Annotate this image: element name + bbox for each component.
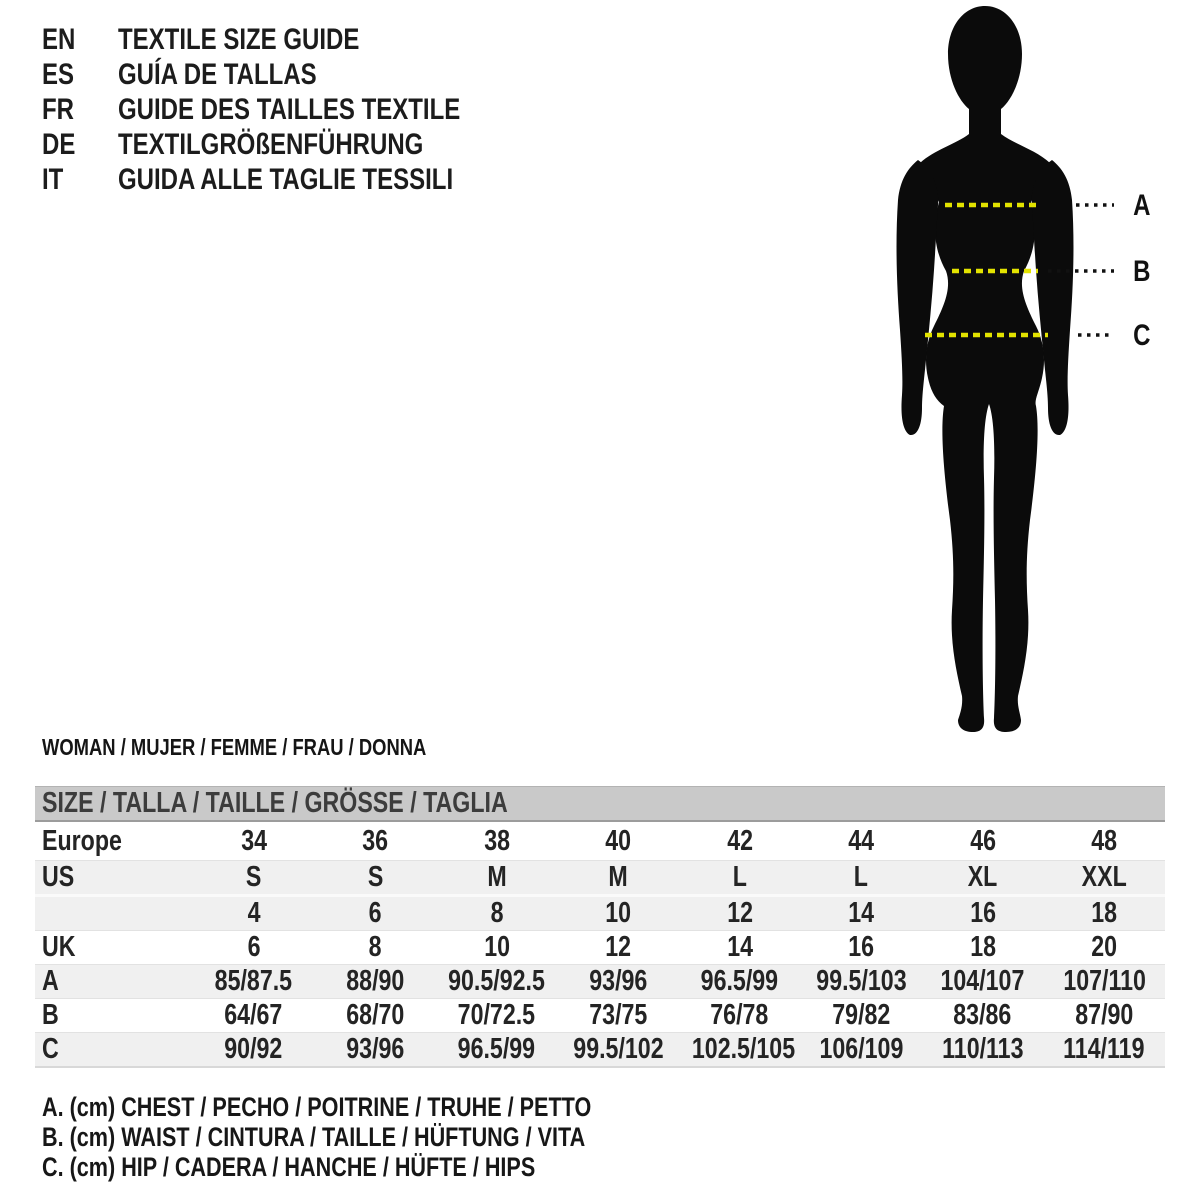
table-cell-text: 10 bbox=[483, 931, 510, 963]
woman-silhouette-figure bbox=[870, 0, 1200, 740]
language-title-text: GUÍA DE TALLAS bbox=[118, 57, 317, 91]
table-cell-text: 90/92 bbox=[224, 1033, 283, 1065]
table-cell-text: 96.5/99 bbox=[701, 965, 779, 997]
row-label-cell bbox=[35, 965, 193, 999]
table-cell bbox=[679, 931, 801, 965]
table-cell-text: 20 bbox=[1091, 931, 1118, 963]
measure-label-text: A bbox=[1133, 189, 1151, 222]
language-title-text: TEXTILE SIZE GUIDE bbox=[118, 22, 360, 56]
table-cell-text: 68/70 bbox=[346, 999, 405, 1031]
table-cell-text: 93/96 bbox=[589, 965, 648, 997]
table-cell bbox=[436, 999, 558, 1033]
language-code bbox=[42, 58, 118, 92]
size-table-header-text: SIZE / TALLA / TAILLE / GRÖSSE / TAGLIA bbox=[42, 787, 508, 819]
table-cell bbox=[1044, 965, 1166, 999]
measure-label-b bbox=[1122, 255, 1162, 289]
language-code bbox=[42, 128, 118, 162]
language-row-it bbox=[42, 162, 546, 197]
table-cell bbox=[922, 821, 1044, 861]
table-cell bbox=[315, 931, 437, 965]
gender-heading-text: WOMAN / MUJER / FEMME / FRAU / DONNA bbox=[42, 734, 427, 760]
table-cell bbox=[679, 821, 801, 861]
table-row bbox=[35, 1033, 1165, 1068]
table-cell bbox=[1044, 931, 1166, 965]
table-cell bbox=[315, 1033, 437, 1068]
silhouette-right-arm bbox=[1032, 160, 1074, 435]
table-cell-text: 114/119 bbox=[1063, 1033, 1145, 1065]
table-cell-text: 83/86 bbox=[953, 999, 1012, 1031]
table-cell bbox=[1044, 999, 1166, 1033]
table-row bbox=[35, 965, 1165, 999]
table-cell-text: 16 bbox=[848, 931, 875, 963]
table-row bbox=[35, 999, 1165, 1033]
table-cell bbox=[436, 965, 558, 999]
table-cell bbox=[558, 861, 680, 896]
table-cell bbox=[558, 821, 680, 861]
measure-legend bbox=[42, 1092, 729, 1182]
table-cell-text: 64/67 bbox=[224, 999, 283, 1031]
table-cell bbox=[1044, 821, 1166, 861]
language-title bbox=[118, 23, 546, 57]
language-row-es bbox=[42, 57, 546, 92]
table-cell-text: 4 bbox=[247, 897, 261, 929]
table-cell bbox=[1044, 1033, 1166, 1068]
table-cell bbox=[436, 821, 558, 861]
language-code-text: ES bbox=[42, 57, 75, 91]
table-cell-text: 93/96 bbox=[346, 1033, 405, 1065]
legend-row-c bbox=[42, 1152, 729, 1182]
table-cell-text: 36 bbox=[362, 824, 389, 857]
table-cell-text: 34 bbox=[240, 824, 267, 857]
table-cell bbox=[436, 1033, 558, 1068]
size-table-header-cell bbox=[35, 787, 1165, 822]
language-code-text: EN bbox=[42, 22, 76, 56]
table-cell-text: 46 bbox=[969, 824, 996, 857]
table-cell-text: 38 bbox=[483, 824, 510, 857]
language-code-text: IT bbox=[42, 162, 64, 196]
table-row bbox=[35, 821, 1165, 861]
row-label-text: Europe bbox=[42, 824, 122, 857]
legend-row-text: B. (cm) WAIST / CINTURA / TAILLE / HÜFTUNG / VITA bbox=[42, 1121, 586, 1152]
table-row bbox=[35, 896, 1165, 931]
table-cell-text: 12 bbox=[726, 897, 753, 929]
table-cell bbox=[558, 999, 680, 1033]
table-cell-text: 104/107 bbox=[940, 965, 1025, 997]
row-label-text: US bbox=[42, 861, 75, 893]
woman-silhouette bbox=[870, 0, 1170, 740]
table-cell bbox=[558, 896, 680, 931]
table-cell bbox=[801, 1033, 923, 1068]
table-cell bbox=[922, 861, 1044, 896]
table-cell-text: 16 bbox=[969, 897, 996, 929]
table-cell bbox=[1044, 896, 1166, 931]
language-title-text: GUIDE DES TAILLES TEXTILE bbox=[118, 92, 461, 126]
table-cell bbox=[1044, 861, 1166, 896]
table-cell-text: 6 bbox=[368, 897, 382, 929]
table-cell bbox=[801, 965, 923, 999]
table-cell bbox=[193, 931, 315, 965]
table-cell-text: XXL bbox=[1081, 861, 1127, 893]
row-label-cell bbox=[35, 861, 193, 896]
language-title-text: TEXTILGRÖßENFÜHRUNG bbox=[118, 127, 424, 161]
gender-heading bbox=[42, 734, 522, 761]
table-cell bbox=[679, 896, 801, 931]
table-cell bbox=[679, 861, 801, 896]
table-cell-text: 12 bbox=[605, 931, 632, 963]
legend-row-a bbox=[42, 1092, 729, 1122]
table-cell-text: S bbox=[246, 861, 262, 893]
language-title bbox=[118, 93, 546, 127]
table-cell-text: XL bbox=[967, 861, 998, 893]
table-cell-text: 70/72.5 bbox=[458, 999, 536, 1031]
table-cell bbox=[558, 1033, 680, 1068]
table-cell bbox=[801, 861, 923, 896]
language-code bbox=[42, 23, 118, 57]
table-cell bbox=[193, 1033, 315, 1068]
row-label-text: B bbox=[42, 999, 59, 1031]
table-cell-text: 8 bbox=[490, 897, 504, 929]
table-cell-text: 8 bbox=[368, 931, 382, 963]
table-cell-text: 6 bbox=[247, 931, 261, 963]
table-cell bbox=[558, 931, 680, 965]
table-cell bbox=[679, 965, 801, 999]
table-cell-text: 18 bbox=[969, 931, 996, 963]
table-cell-text: 44 bbox=[848, 824, 875, 857]
table-row bbox=[35, 861, 1165, 896]
measure-label-c bbox=[1122, 319, 1162, 353]
table-cell bbox=[922, 896, 1044, 931]
row-label-cell bbox=[35, 999, 193, 1033]
row-label-cell bbox=[35, 1033, 193, 1068]
table-cell bbox=[315, 999, 437, 1033]
legend-row-text: C. (cm) HIP / CADERA / HANCHE / HÜFTE / HIPS bbox=[42, 1151, 536, 1182]
measure-label-a bbox=[1122, 189, 1162, 223]
language-row-de bbox=[42, 127, 546, 162]
table-cell-text: 107/110 bbox=[1062, 965, 1146, 997]
table-cell-text: 48 bbox=[1091, 824, 1118, 857]
table-cell-text: S bbox=[367, 861, 383, 893]
language-code bbox=[42, 163, 118, 197]
table-cell bbox=[315, 896, 437, 931]
table-cell bbox=[315, 821, 437, 861]
row-label-text: C bbox=[42, 1033, 59, 1065]
row-label-cell bbox=[35, 896, 193, 931]
table-cell-text: 99.5/102 bbox=[573, 1033, 664, 1065]
table-cell-text: L bbox=[732, 861, 747, 893]
table-cell-text: 99.5/103 bbox=[816, 965, 907, 997]
table-cell bbox=[315, 965, 437, 999]
table-cell-text: 73/75 bbox=[589, 999, 648, 1031]
measure-label-text: C bbox=[1133, 319, 1151, 352]
table-cell-text: L bbox=[854, 861, 869, 893]
language-title bbox=[118, 163, 546, 197]
table-cell-text: 90.5/92.5 bbox=[448, 965, 546, 997]
table-cell bbox=[193, 821, 315, 861]
legend-row-b bbox=[42, 1122, 729, 1152]
table-cell bbox=[922, 1033, 1044, 1068]
table-cell bbox=[193, 896, 315, 931]
table-cell-text: 14 bbox=[726, 931, 753, 963]
table-cell-text: 76/78 bbox=[710, 999, 769, 1031]
legend-row-text: A. (cm) CHEST / PECHO / POITRINE / TRUHE / PETTO bbox=[42, 1091, 592, 1122]
table-cell-text: M bbox=[608, 861, 628, 893]
language-code bbox=[42, 93, 118, 127]
table-cell-text: 14 bbox=[848, 897, 875, 929]
table-cell bbox=[679, 1033, 801, 1068]
table-cell-text: 10 bbox=[605, 897, 632, 929]
size-table bbox=[35, 786, 1165, 1068]
table-cell bbox=[801, 999, 923, 1033]
table-cell bbox=[801, 821, 923, 861]
table-cell bbox=[315, 861, 437, 896]
row-label-text: A bbox=[42, 965, 59, 997]
row-label-cell bbox=[35, 931, 193, 965]
table-cell bbox=[922, 931, 1044, 965]
table-cell bbox=[801, 896, 923, 931]
table-cell-text: 106/109 bbox=[819, 1033, 904, 1065]
table-cell bbox=[558, 965, 680, 999]
table-cell bbox=[436, 896, 558, 931]
table-cell-text: 40 bbox=[605, 824, 632, 857]
language-code-text: DE bbox=[42, 127, 76, 161]
table-cell-text: 87/90 bbox=[1075, 999, 1134, 1031]
table-cell bbox=[193, 861, 315, 896]
table-row bbox=[35, 931, 1165, 965]
row-label-cell bbox=[35, 821, 193, 861]
table-cell bbox=[801, 931, 923, 965]
language-title bbox=[118, 58, 546, 92]
language-list bbox=[42, 22, 546, 197]
language-code-text: FR bbox=[42, 92, 74, 126]
language-title-text: GUIDA ALLE TAGLIE TESSILI bbox=[118, 162, 454, 196]
language-row-fr bbox=[42, 92, 546, 127]
table-cell-text: 110/113 bbox=[942, 1033, 1024, 1065]
table-cell-text: 96.5/99 bbox=[458, 1033, 536, 1065]
table-cell-text: 18 bbox=[1091, 897, 1118, 929]
table-cell bbox=[922, 999, 1044, 1033]
table-cell-text: 102.5/105 bbox=[691, 1033, 796, 1065]
table-cell bbox=[193, 965, 315, 999]
table-cell bbox=[436, 861, 558, 896]
table-cell bbox=[193, 999, 315, 1033]
table-cell-text: M bbox=[487, 861, 507, 893]
table-cell-text: 42 bbox=[726, 824, 753, 857]
table-cell bbox=[679, 999, 801, 1033]
table-cell-text: 88/90 bbox=[346, 965, 405, 997]
row-label-text: UK bbox=[42, 931, 76, 963]
table-cell-text: 85/87.5 bbox=[215, 965, 293, 997]
size-table-header-row bbox=[35, 787, 1165, 822]
silhouette-body bbox=[914, 6, 1056, 732]
measure-label-text: B bbox=[1133, 255, 1151, 288]
table-cell bbox=[922, 965, 1044, 999]
table-cell-text: 79/82 bbox=[832, 999, 891, 1031]
language-title bbox=[118, 128, 546, 162]
table-cell bbox=[436, 931, 558, 965]
language-row-en bbox=[42, 22, 546, 57]
silhouette-left-arm bbox=[897, 160, 939, 435]
